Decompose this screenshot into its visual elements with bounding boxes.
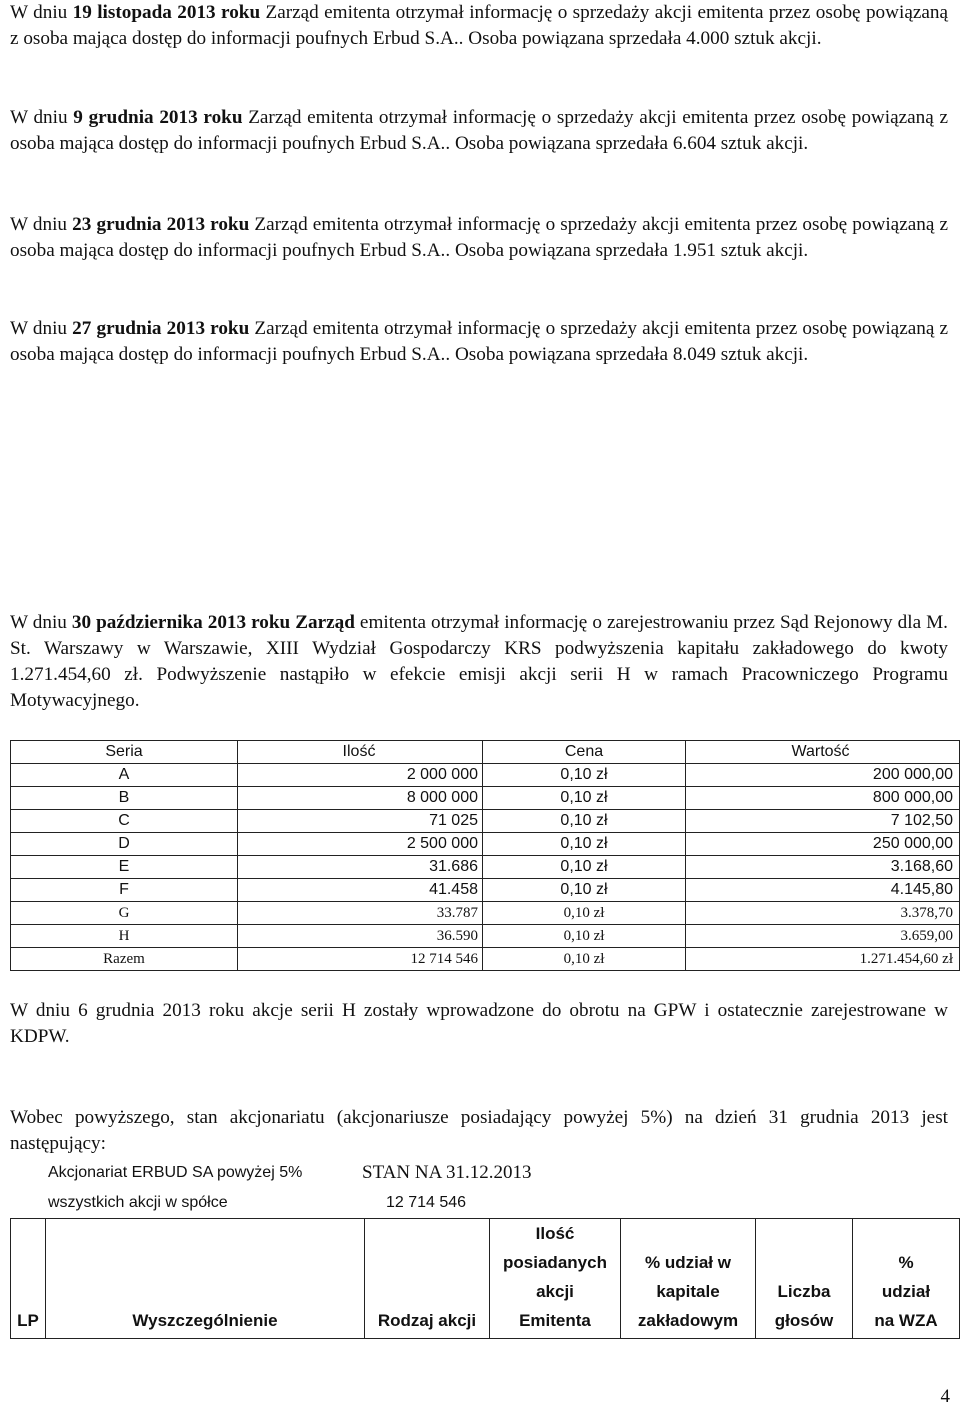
table-row xyxy=(11,787,960,810)
cell-value: 3.378,70 xyxy=(686,902,960,925)
paragraph-sale-23-december xyxy=(10,212,948,264)
column-header-capital-share xyxy=(621,1219,756,1339)
cell-price: 0,10 zł xyxy=(483,856,686,879)
paragraph-date: 27 grudnia 2013 roku xyxy=(72,318,250,339)
cell-quantity: 71 025 xyxy=(238,810,483,833)
total-shares-label: wszystkich akcji w spółce xyxy=(48,1194,228,1211)
paragraph-text: W dniu xyxy=(10,612,72,633)
cell-quantity: 41.458 xyxy=(238,879,483,902)
cell-price: 0,10 zł xyxy=(483,925,686,948)
paragraph-text: Zarząd emitenta otrzymał informację o sprzedaży akcji emitenta przez osobę powiązaną z osoba mająca dostęp do informacji poufnych Erbud S.A.. Osoba powiązana sprzedała 6.604 sztuk akcji. xyxy=(10,107,948,154)
paragraph-series-h-listing: W dniu 6 grudnia 2013 roku akcje serii H zostały wprowadzone do obrotu na GPW i ostatecznie zarejestrowane w KDPW. xyxy=(10,1000,948,1047)
cell-series: C xyxy=(11,810,238,833)
header-line: głosów xyxy=(774,1311,834,1330)
cell-quantity: 36.590 xyxy=(238,925,483,948)
paragraph-text: emitenta otrzymał informację o zarejestrowaniu przez Sąd Rejonowy dla M. St. Warszawy w Warszawie, XIII Wydział Gospodarczy KRS podwyższenia kapitału zakładowego do kwoty 1.271.454,60 zł. Podwyższenie nastąpiło w efekcie emisji akcji serii H w ramach Pracowniczego Programu Motywacyjnego. xyxy=(10,612,948,711)
paragraph-text: Zarząd emitenta otrzymał informację o sprzedaży akcji emitenta przez osobę powiązaną z osoba mająca dostęp do informacji poufnych Erbud S.A.. Osoba powiązana sprzedała 1.951 sztuk akcji. xyxy=(10,214,948,261)
cell-price: 0,10 zł xyxy=(483,810,686,833)
cell-value: 4.145,80 xyxy=(686,879,960,902)
header-line: zakładowym xyxy=(637,1311,739,1330)
capital-series-table xyxy=(10,740,960,971)
table-row xyxy=(11,856,960,879)
cell-value: 200 000,00 xyxy=(686,764,960,787)
table-row xyxy=(11,902,960,925)
cell-price: 0,10 zł xyxy=(483,948,686,971)
shareholding-title: Akcjonariat ERBUD SA powyżej 5% xyxy=(48,1164,303,1181)
table-header-row xyxy=(11,741,960,764)
cell-price: 0,10 zł xyxy=(483,787,686,810)
cell-series: H xyxy=(11,925,238,948)
paragraph-date: 19 listopada 2013 roku xyxy=(72,2,261,23)
header-line: na WZA xyxy=(874,1311,938,1330)
paragraph-sale-9-december xyxy=(10,105,948,157)
column-header-lp: LP xyxy=(11,1219,46,1339)
header-line: % xyxy=(898,1253,914,1272)
cell-price: 0,10 zł xyxy=(483,902,686,925)
cell-value: 3.659,00 xyxy=(686,925,960,948)
table-row xyxy=(11,810,960,833)
paragraph-text: Zarząd emitenta otrzymał informację o sprzedaży akcji emitenta przez osobę powiązaną z osoba mająca dostęp do informacji poufnych Erbud S.A.. Osoba powiązana sprzedała 8.049 sztuk akcji. xyxy=(10,318,948,365)
table-row xyxy=(11,833,960,856)
cell-value: 3.168,60 xyxy=(686,856,960,879)
cell-quantity: 31.686 xyxy=(238,856,483,879)
cell-series: E xyxy=(11,856,238,879)
table-total-row xyxy=(11,948,960,971)
paragraph-date: 30 października 2013 roku Zarząd xyxy=(71,612,355,633)
column-header-votes xyxy=(756,1219,853,1339)
cell-series: Razem xyxy=(11,948,238,971)
paragraph-capital-increase xyxy=(10,610,948,714)
table-row xyxy=(11,764,960,787)
paragraph-sale-27-december xyxy=(10,316,948,368)
cell-value: 800 000,00 xyxy=(686,787,960,810)
column-header-description: Wyszczególnienie xyxy=(46,1219,365,1339)
cell-series: D xyxy=(11,833,238,856)
cell-quantity: 8 000 000 xyxy=(238,787,483,810)
cell-value: 1.271.454,60 zł xyxy=(686,948,960,971)
total-shares-value: 12 714 546 xyxy=(386,1194,467,1211)
shareholding-status-date: STAN NA 31.12.2013 xyxy=(362,1162,532,1183)
paragraph-date: 23 grudnia 2013 roku xyxy=(72,214,250,235)
cell-quantity: 12 714 546 xyxy=(238,948,483,971)
cell-series: B xyxy=(11,787,238,810)
page-number: 4 xyxy=(940,1386,950,1407)
cell-price: 0,10 zł xyxy=(483,764,686,787)
cell-series: G xyxy=(11,902,238,925)
paragraph-text: W dniu xyxy=(10,214,73,235)
header-line: Emitenta xyxy=(519,1311,591,1330)
column-header-cena: Cena xyxy=(483,741,686,764)
header-line: akcji xyxy=(536,1282,574,1301)
table-row xyxy=(11,925,960,948)
header-line: kapitale xyxy=(656,1282,720,1301)
column-header-share-type: Rodzaj akcji xyxy=(365,1219,490,1339)
cell-price: 0,10 zł xyxy=(483,879,686,902)
cell-quantity: 2 500 000 xyxy=(238,833,483,856)
paragraph-sale-19-november xyxy=(10,0,948,52)
table-header-row xyxy=(11,1219,960,1339)
header-line: Ilość xyxy=(535,1224,575,1243)
cell-value: 7 102,50 xyxy=(686,810,960,833)
paragraph-text: W dniu xyxy=(10,318,73,339)
cell-series: A xyxy=(11,764,238,787)
paragraph-text: W dniu xyxy=(10,107,74,128)
paragraph-text: Zarząd emitenta otrzymał informację o sprzedaży akcji emitenta przez osobę powiązaną z osoba mająca dostęp do informacji poufnych Erbud S.A.. Osoba powiązana sprzedała 4.000 sztuk akcji. xyxy=(10,2,948,49)
header-line: % udział w xyxy=(645,1253,731,1272)
cell-series: F xyxy=(11,879,238,902)
shareholding-table xyxy=(10,1218,960,1339)
cell-value: 250 000,00 xyxy=(686,833,960,856)
column-header-ilosc: Ilość xyxy=(238,741,483,764)
header-line: posiadanych xyxy=(503,1253,607,1272)
paragraph-text: W dniu xyxy=(10,2,73,23)
column-header-wartosc: Wartość xyxy=(686,741,960,764)
column-header-wza-share xyxy=(853,1219,960,1339)
header-line: Liczba xyxy=(777,1282,831,1301)
cell-quantity: 33.787 xyxy=(238,902,483,925)
column-header-quantity xyxy=(490,1219,621,1339)
column-header-seria: Seria xyxy=(11,741,238,764)
paragraph-date: 9 grudnia 2013 roku xyxy=(73,107,243,128)
table-row xyxy=(11,879,960,902)
paragraph-shareholding-intro: Wobec powyższego, stan akcjonariatu (akcjonariusze posiadający powyżej 5%) na dzień 31 grudnia 2013 jest następujący: xyxy=(10,1107,948,1154)
header-line: udział xyxy=(881,1282,931,1301)
cell-quantity: 2 000 000 xyxy=(238,764,483,787)
cell-price: 0,10 zł xyxy=(483,833,686,856)
